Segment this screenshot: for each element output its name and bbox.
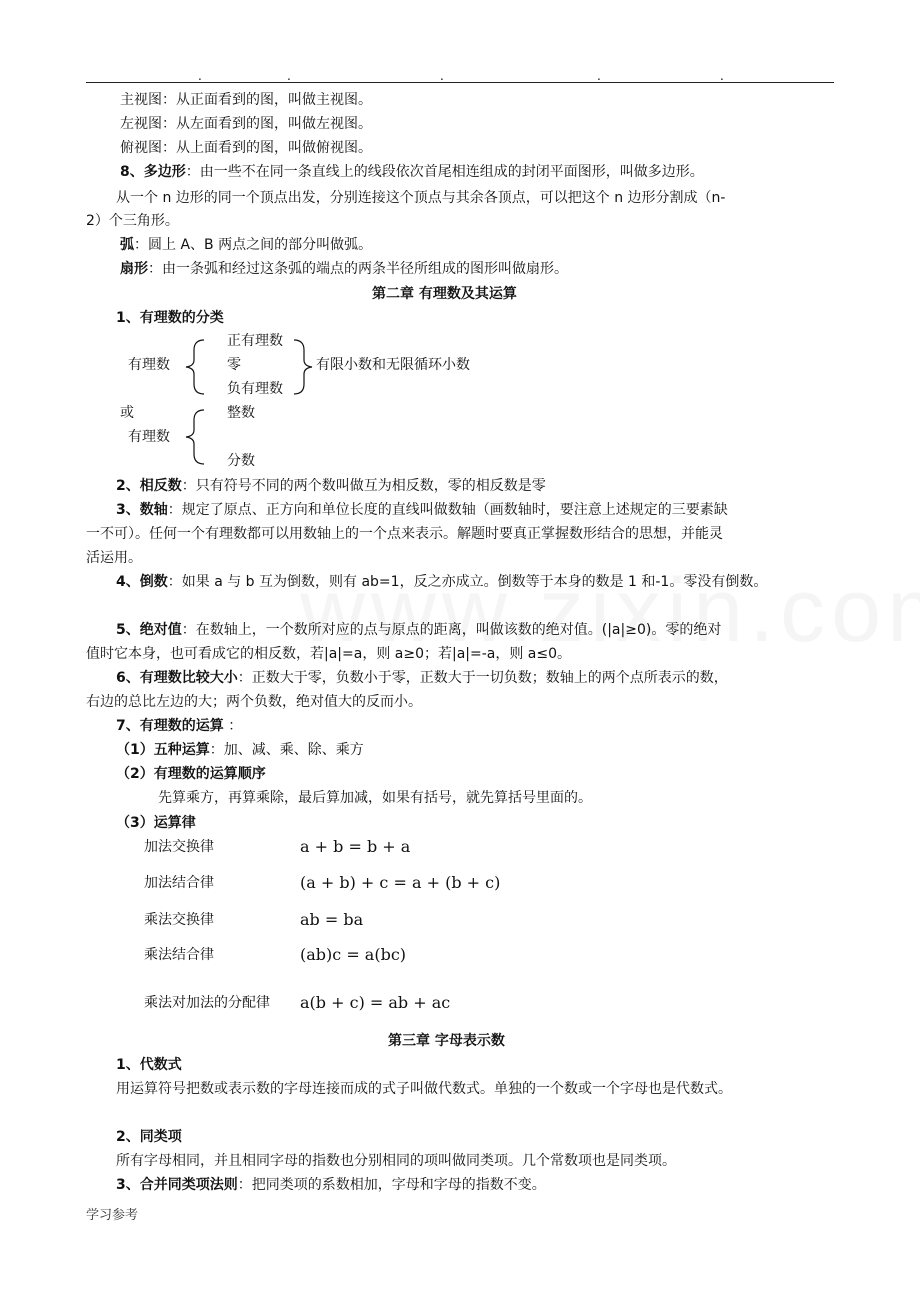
reciprocal-term: 4、倒数 <box>116 574 168 590</box>
sector-def-text: ：由一条弧和经过这条弧的端点的两条半径所组成的图形叫做扇形。 <box>148 261 568 277</box>
classification-item: 分数 <box>227 453 255 469</box>
law-formula: (ab)c = a(bc) <box>300 945 407 964</box>
law-name: 乘法交换律 <box>144 912 214 928</box>
algebraic-expression-heading: 1、代数式 <box>116 1057 182 1073</box>
chapter3-title: 第三章 字母表示数 <box>388 1033 505 1049</box>
law-formula: a(b + c) = ab + ac <box>300 993 451 1012</box>
five-operations-term: （1）五种运算 <box>116 742 210 758</box>
classification-root: 有理数 <box>128 429 170 445</box>
compare-text-2: 右边的总比左边的大；两个负数，绝对值大的反而小。 <box>86 694 422 710</box>
polygon-def-text: ：由一些不在同一条直线上的线段依次首尾相连组成的封闭平面图形，叫做多边形。 <box>185 164 704 180</box>
operation-order-heading: （2）有理数的运算顺序 <box>116 766 266 782</box>
classification-item: 正有理数 <box>227 333 283 349</box>
classification-root: 有理数 <box>128 357 170 373</box>
rational-classification-heading: 1、有理数的分类 <box>116 310 224 326</box>
opposite-number-text: ：只有符号不同的两个数叫做互为相反数，零的相反数是零 <box>181 478 546 494</box>
law-formula: ab = ba <box>300 910 364 929</box>
algebraic-expression-text: 用运算符号把数或表示数的字母连接而成的式子叫做代数式。单独的一个数或一个字母也是代数式。 <box>116 1081 732 1097</box>
laws-heading: （3）运算律 <box>116 815 196 831</box>
operations-term: 7、有理数的运算 <box>116 718 224 734</box>
number-line-term: 3、数轴 <box>116 502 168 518</box>
header-dot: . <box>597 69 601 83</box>
left-view-text: 左视图：从左面看到的图，叫做左视图。 <box>120 116 372 132</box>
law-name: 加法交换律 <box>144 839 214 855</box>
law-name: 加法结合律 <box>144 875 214 891</box>
arc-def-text: ：圆上 A、B 两点之间的部分叫做弧。 <box>134 237 373 253</box>
polygon-para-2: 2）个三角形。 <box>86 213 179 229</box>
like-terms-heading: 2、同类项 <box>116 1129 182 1145</box>
or-text: 或 <box>120 405 134 421</box>
operations-heading <box>116 717 242 735</box>
header-rule <box>86 82 834 83</box>
reciprocal-def <box>116 573 767 591</box>
combine-rule-text: ：把同类项的系数相加，字母和字母的指数不变。 <box>237 1177 546 1193</box>
five-operations-text: ：加、减、乘、除、乘方 <box>209 742 364 758</box>
polygon-term: 8、多边形 <box>120 164 186 180</box>
law-formula: a + b = b + a <box>300 837 411 856</box>
compare-text: ：正数大于零，负数小于零，正数大于一切负数；数轴上的两个点所表示的数， <box>237 670 728 686</box>
absolute-value-term: 5、绝对值 <box>116 622 182 638</box>
footer-text: 学习参考 <box>86 1208 139 1223</box>
number-line-text-3: 活运用。 <box>86 550 142 566</box>
polygon-def <box>120 163 704 181</box>
number-line-text-2: 一不可）。任何一个有理数都可以用数轴上的一个点来表示。解题时要真正掌握数形结合的思想，并能灵 <box>86 526 723 542</box>
front-view-text: 主视图：从正面看到的图，叫做主视图。 <box>120 92 372 108</box>
right-brace <box>292 338 316 396</box>
arc-term: 弧 <box>120 237 134 253</box>
combine-rule-term: 3、合并同类项法则 <box>116 1177 238 1193</box>
number-line-def <box>116 501 728 519</box>
header-dot: . <box>287 69 291 83</box>
number-line-text: ：规定了原点、正方向和单位长度的直线叫做数轴（画数轴时，要注意上述规定的三要素缺 <box>167 502 728 518</box>
left-brace <box>184 338 208 396</box>
opposite-number-def <box>116 477 546 495</box>
like-terms-text: 所有字母相同，并且相同字母的指数也分别相同的项叫做同类项。几个常数项也是同类项。 <box>116 1153 676 1169</box>
sector-term: 扇形 <box>120 261 148 277</box>
top-view-text: 俯视图：从上面看到的图，叫做俯视图。 <box>120 140 372 156</box>
combine-rule <box>116 1176 546 1194</box>
polygon-para-1: 从一个 n 边形的同一个顶点出发，分别连接这个顶点与其余各顶点，可以把这个 n 边形分割成（n- <box>116 190 726 206</box>
absolute-value-def <box>116 621 721 639</box>
compare-def <box>116 669 728 687</box>
chapter2-title: 第二章 有理数及其运算 <box>372 286 517 302</box>
classification-note: 有限小数和无限循环小数 <box>316 357 470 373</box>
law-name: 乘法结合律 <box>144 947 214 963</box>
header-dot: . <box>198 69 202 83</box>
classification-item: 零 <box>227 357 241 373</box>
sector-def <box>120 260 568 278</box>
law-formula: (a + b) + c = a + (b + c) <box>300 873 501 892</box>
header-dot: . <box>440 69 444 83</box>
opposite-number-term: 2、相反数 <box>116 478 182 494</box>
absolute-value-text: ：在数轴上，一个数所对应的点与原点的距离，叫做该数的绝对值。(|a|≥0)。零的绝对 <box>181 622 722 638</box>
classification-item: 负有理数 <box>227 381 283 397</box>
classification-item: 整数 <box>227 405 255 421</box>
operation-order-text: 先算乘方，再算乘除，最后算加减，如果有括号，就先算括号里面的。 <box>158 790 592 806</box>
five-operations <box>116 741 364 759</box>
law-name: 乘法对加法的分配律 <box>144 995 270 1011</box>
arc-def <box>120 236 372 254</box>
left-brace <box>184 408 208 466</box>
header-dot: . <box>720 69 724 83</box>
absolute-value-text-2: 值时它本身，也可看成它的相反数，若|a|=a，则 a≥0；若|a|=-a，则 a≤0。 <box>86 646 572 662</box>
reciprocal-text: ：如果 a 与 b 互为倒数，则有 ab=1，反之亦成立。倒数等于本身的数是 1 和-1。零没有倒数。 <box>167 574 768 590</box>
compare-term: 6、有理数比较大小 <box>116 670 238 686</box>
operations-colon: ： <box>223 718 243 734</box>
